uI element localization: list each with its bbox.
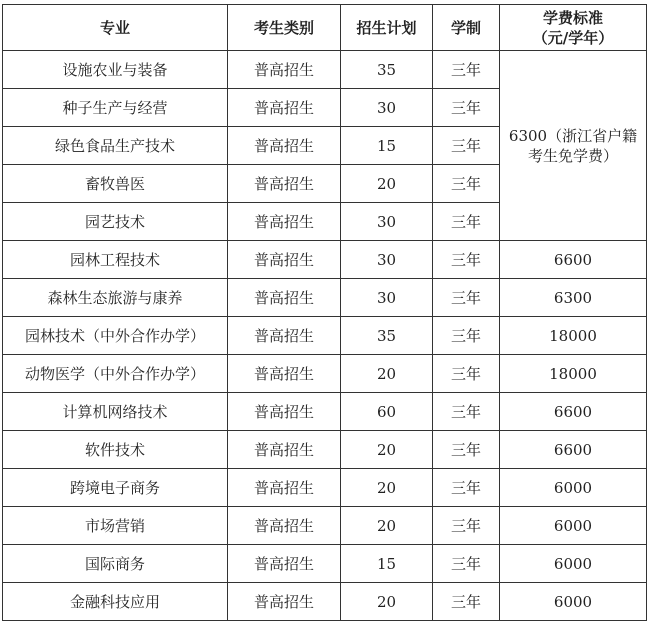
enrollment-fee-table	[2, 4, 647, 621]
merged-fee-line1: 6300（浙江省户籍	[508, 126, 638, 145]
table-row	[3, 51, 647, 89]
cell-major: 跨境电子商务	[3, 469, 228, 507]
header-category: 考生类别	[228, 5, 341, 51]
header-fee-line2: （元/学年）	[532, 28, 614, 47]
cell-plan: 20	[341, 431, 433, 469]
header-plan: 招生计划	[341, 5, 433, 51]
table-row	[3, 393, 647, 431]
cell-duration: 三年	[433, 469, 500, 507]
header-duration: 学制	[433, 5, 500, 51]
cell-fee: 6600	[500, 241, 647, 279]
cell-category: 普高招生	[228, 355, 341, 393]
cell-major: 软件技术	[3, 431, 228, 469]
cell-fee: 6600	[500, 431, 647, 469]
cell-category: 普高招生	[228, 279, 341, 317]
header-fee	[500, 5, 647, 51]
cell-major: 森林生态旅游与康养	[3, 279, 228, 317]
cell-plan: 60	[341, 393, 433, 431]
cell-plan: 35	[341, 317, 433, 355]
header-row	[3, 5, 647, 51]
cell-category: 普高招生	[228, 469, 341, 507]
cell-major: 园林技术（中外合作办学）	[3, 317, 228, 355]
cell-plan: 20	[341, 355, 433, 393]
cell-duration: 三年	[433, 583, 500, 621]
cell-category: 普高招生	[228, 89, 341, 127]
table-body	[3, 51, 647, 621]
cell-duration: 三年	[433, 89, 500, 127]
cell-category: 普高招生	[228, 203, 341, 241]
cell-plan: 20	[341, 469, 433, 507]
cell-major: 种子生产与经营	[3, 89, 228, 127]
table-row	[3, 355, 647, 393]
cell-category: 普高招生	[228, 51, 341, 89]
cell-fee: 6600	[500, 393, 647, 431]
cell-duration: 三年	[433, 355, 500, 393]
cell-fee: 6000	[500, 583, 647, 621]
table-row	[3, 507, 647, 545]
cell-duration: 三年	[433, 431, 500, 469]
table-row	[3, 241, 647, 279]
cell-category: 普高招生	[228, 393, 341, 431]
cell-plan: 20	[341, 583, 433, 621]
cell-major: 设施农业与装备	[3, 51, 228, 89]
cell-plan: 15	[341, 127, 433, 165]
header-fee-line1: 学费标准	[542, 8, 603, 27]
cell-duration: 三年	[433, 279, 500, 317]
cell-duration: 三年	[433, 507, 500, 545]
cell-category: 普高招生	[228, 317, 341, 355]
cell-duration: 三年	[433, 165, 500, 203]
cell-major: 计算机网络技术	[3, 393, 228, 431]
table-row	[3, 545, 647, 583]
cell-category: 普高招生	[228, 431, 341, 469]
table-header	[3, 5, 647, 51]
cell-fee: 6300	[500, 279, 647, 317]
cell-plan: 30	[341, 241, 433, 279]
cell-duration: 三年	[433, 51, 500, 89]
cell-fee: 18000	[500, 355, 647, 393]
cell-duration: 三年	[433, 317, 500, 355]
cell-fee: 18000	[500, 317, 647, 355]
cell-duration: 三年	[433, 545, 500, 583]
cell-plan: 35	[341, 51, 433, 89]
cell-duration: 三年	[433, 127, 500, 165]
cell-major: 金融科技应用	[3, 583, 228, 621]
cell-fee: 6000	[500, 545, 647, 583]
cell-plan: 20	[341, 165, 433, 203]
cell-category: 普高招生	[228, 545, 341, 583]
cell-fee: 6000	[500, 469, 647, 507]
cell-category: 普高招生	[228, 507, 341, 545]
cell-duration: 三年	[433, 393, 500, 431]
cell-major: 绿色食品生产技术	[3, 127, 228, 165]
table-row	[3, 317, 647, 355]
table-row	[3, 583, 647, 621]
cell-duration: 三年	[433, 241, 500, 279]
cell-fee: 6000	[500, 507, 647, 545]
cell-major: 园林工程技术	[3, 241, 228, 279]
cell-fee-merged	[500, 51, 647, 241]
cell-plan: 30	[341, 279, 433, 317]
cell-category: 普高招生	[228, 583, 341, 621]
table-row	[3, 469, 647, 507]
cell-category: 普高招生	[228, 165, 341, 203]
merged-fee-line2: 考生免学费）	[527, 146, 618, 165]
cell-category: 普高招生	[228, 127, 341, 165]
cell-plan: 30	[341, 89, 433, 127]
table-row	[3, 279, 647, 317]
cell-major: 园艺技术	[3, 203, 228, 241]
cell-plan: 20	[341, 507, 433, 545]
enrollment-table-container	[2, 4, 647, 621]
header-major: 专业	[3, 5, 228, 51]
cell-major: 动物医学（中外合作办学）	[3, 355, 228, 393]
cell-plan: 15	[341, 545, 433, 583]
cell-major: 畜牧兽医	[3, 165, 228, 203]
cell-major: 国际商务	[3, 545, 228, 583]
table-row	[3, 431, 647, 469]
cell-duration: 三年	[433, 203, 500, 241]
cell-major: 市场营销	[3, 507, 228, 545]
cell-plan: 30	[341, 203, 433, 241]
cell-category: 普高招生	[228, 241, 341, 279]
